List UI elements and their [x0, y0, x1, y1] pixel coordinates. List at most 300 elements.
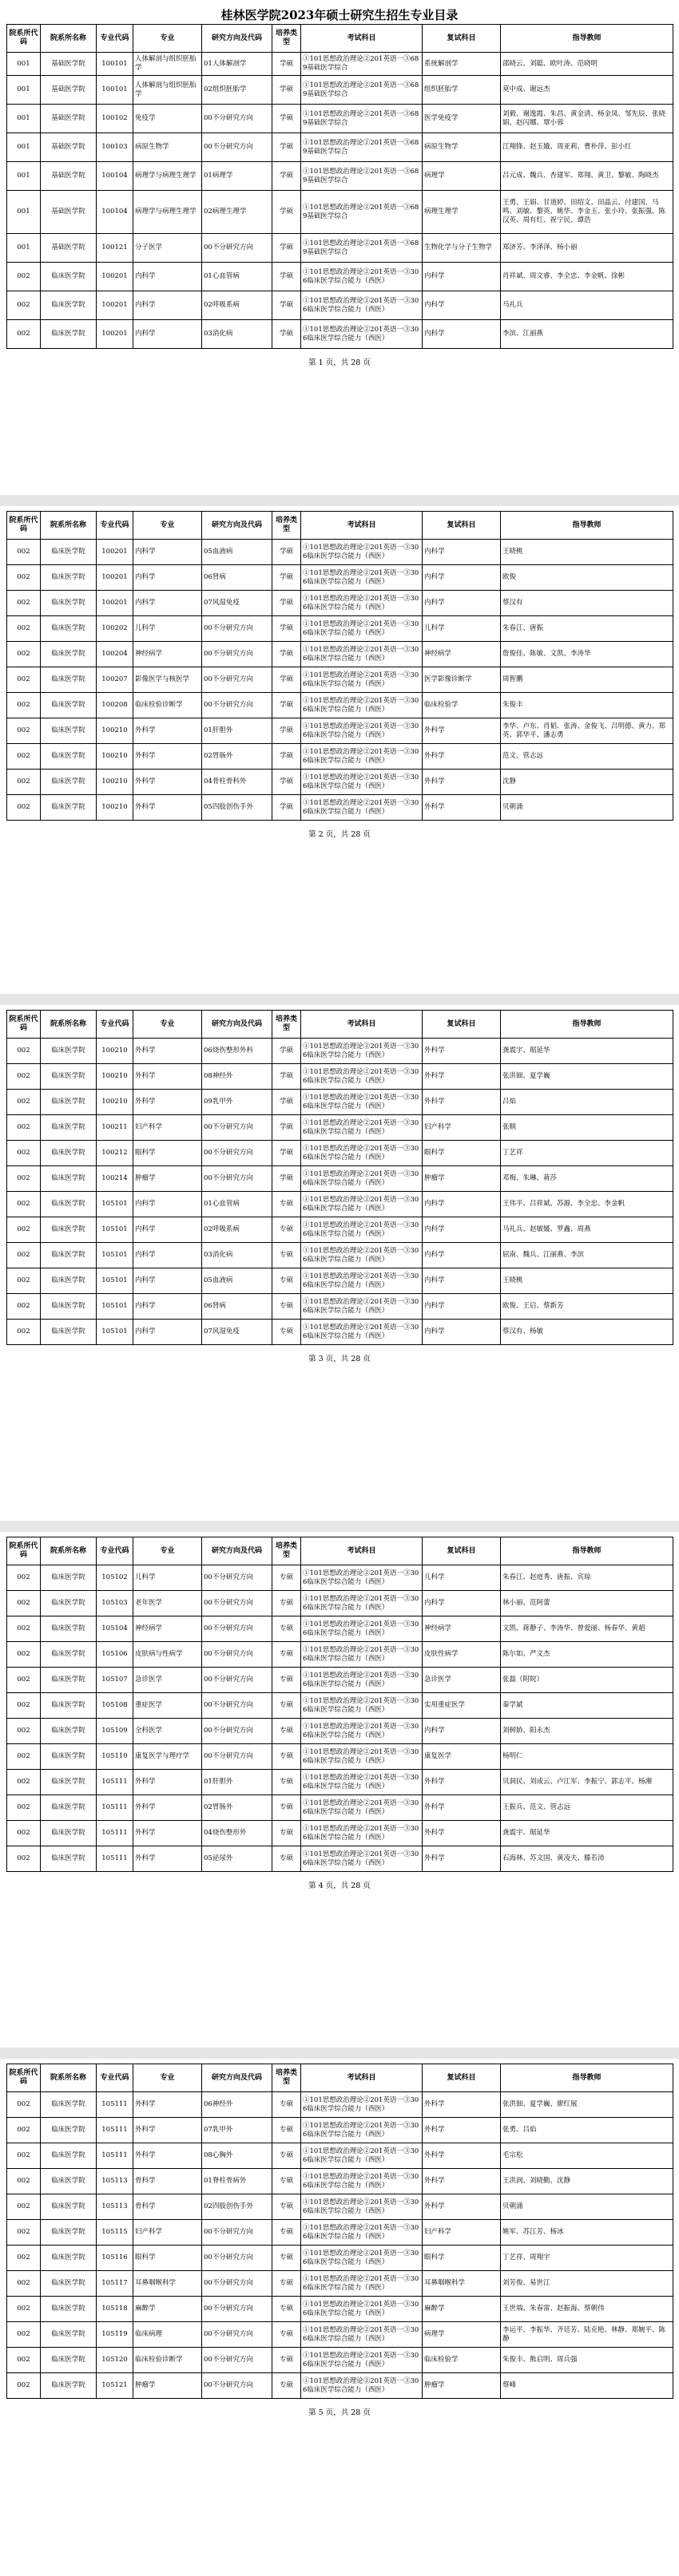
table-cell: 妇产科学 [133, 2220, 202, 2246]
table-cell: 神经病学 [133, 1616, 202, 1642]
column-header: 考试科目 [301, 2064, 423, 2092]
table-cell: 临床医学院 [41, 1719, 97, 1744]
table-cell: 100210 [97, 744, 133, 770]
table-cell: ①101思想政治理论②201英语一③306临床医学综合能力（西医） [301, 744, 423, 770]
column-header: 院系所代码 [7, 25, 41, 53]
table-cell: 林小丽、范阿蕾 [501, 1591, 673, 1616]
table-cell: 学硕 [272, 105, 301, 133]
table-cell: 01心血管病 [202, 263, 272, 291]
table-cell: 03消化病 [202, 320, 272, 349]
table-row [7, 76, 673, 105]
table-cell: 002 [7, 1642, 41, 1668]
table-cell: ①101思想政治理论②201英语一③306临床医学综合能力（西医） [301, 263, 423, 291]
table-cell: 02组织胚胎学 [202, 76, 272, 105]
table-cell: 002 [7, 2143, 41, 2169]
table-cell: 临床医学院 [41, 263, 97, 291]
table-cell: 002 [7, 1565, 41, 1591]
table-cell: 00不分研究方向 [202, 2297, 272, 2322]
table-cell: ①101思想政治理论②201英语一③306临床医学综合能力（西医） [301, 642, 423, 667]
table-cell: 内科学 [133, 1294, 202, 1320]
table-cell: 学硕 [272, 133, 301, 162]
table-cell: 蔡汉有 [501, 591, 673, 616]
table-row [7, 2169, 673, 2194]
table-row [7, 1821, 673, 1846]
table-row [7, 591, 673, 616]
table-cell: 姚军、苏江芳、杨冰 [501, 2220, 673, 2246]
table-cell: 内科学 [423, 1243, 501, 1268]
table-cell: 外科学 [423, 1770, 501, 1795]
table-cell: 临床医学院 [41, 1064, 97, 1090]
table-row [7, 234, 673, 263]
table-cell: 贝朝涌 [501, 2194, 673, 2220]
table-row [7, 1090, 673, 1115]
table-cell: 专硕 [272, 1294, 301, 1320]
table-cell: 临床医学院 [41, 1090, 97, 1115]
table-cell: 001 [7, 234, 41, 263]
table-cell: 02胃肠外 [202, 1795, 272, 1821]
table-cell: 00不分研究方向 [202, 1616, 272, 1642]
table-cell: 专硕 [272, 1591, 301, 1616]
table-row [7, 1668, 673, 1693]
table-cell: 病理学与病理生理学 [133, 162, 202, 191]
table-cell: 100201 [97, 591, 133, 616]
table-row [7, 2271, 673, 2297]
table-cell: 内科学 [133, 1320, 202, 1345]
column-header: 考试科目 [301, 1011, 423, 1039]
table-row [7, 191, 673, 234]
table-cell: 002 [7, 2297, 41, 2322]
table-cell: 张勇、吕焰 [501, 2118, 673, 2143]
table-cell: 老年医学 [133, 1591, 202, 1616]
table-cell: 周智鹏 [501, 667, 673, 693]
table-cell: 002 [7, 1744, 41, 1770]
table-cell: ①101思想政治理论②201英语一③306临床医学综合能力（西医） [301, 2118, 423, 2143]
table-row [7, 320, 673, 349]
table-cell: 内科学 [133, 1243, 202, 1268]
table-cell: 内科学 [133, 540, 202, 565]
column-header: 考试科目 [301, 512, 423, 540]
table-row [7, 291, 673, 320]
table-cell: 002 [7, 2118, 41, 2143]
table-cell: 001 [7, 105, 41, 133]
table-cell: ①101思想政治理论②201英语一③306临床医学综合能力（西医） [301, 1693, 423, 1719]
table-cell: 张洪钿、夏学巍、廖红展 [501, 2092, 673, 2118]
table-cell: 002 [7, 1141, 41, 1166]
table-cell: 外科学 [423, 1821, 501, 1846]
table-cell: 外科学 [133, 2143, 202, 2169]
catalog-page [6, 1537, 673, 1890]
table-cell: 临床医学院 [41, 1565, 97, 1591]
table-cell: 杨明仁 [501, 1744, 673, 1770]
table-cell: 学硕 [272, 591, 301, 616]
table-cell: 02四肢创伤手外 [202, 2194, 272, 2220]
table-cell: 105111 [97, 1821, 133, 1846]
table-cell: 专硕 [272, 1668, 301, 1693]
column-header: 院系所名称 [41, 1011, 97, 1039]
table-cell: 张洪钿、夏学巍 [501, 1064, 673, 1090]
program-table [6, 1537, 673, 1872]
table-cell: 重症医学 [133, 1693, 202, 1719]
table-cell: 105115 [97, 2220, 133, 2246]
table-cell: 内科学 [133, 1217, 202, 1243]
table-cell: 105111 [97, 2143, 133, 2169]
table-row [7, 1693, 673, 1719]
table-cell: 朱春江、赵庭秀、唐振、宾琼 [501, 1565, 673, 1591]
table-cell: 临床医学院 [41, 1744, 97, 1770]
table-cell: 专硕 [272, 1192, 301, 1217]
table-cell: ①101思想政治理论②201英语一③689基础医学综合 [301, 191, 423, 234]
table-cell: 002 [7, 1217, 41, 1243]
table-cell: 002 [7, 2373, 41, 2399]
table-cell: 002 [7, 2322, 41, 2348]
table-row [7, 2373, 673, 2399]
table-cell: 002 [7, 1668, 41, 1693]
table-cell: 专硕 [272, 2373, 301, 2399]
table-cell: 临床医学院 [41, 616, 97, 642]
table-cell: 专硕 [272, 1616, 301, 1642]
table-cell: ①101思想政治理论②201英语一③306临床医学综合能力（西医） [301, 2143, 423, 2169]
table-cell: 100201 [97, 263, 133, 291]
table-cell: 内科学 [423, 1719, 501, 1744]
table-cell: 医学影像诊断学 [423, 667, 501, 693]
table-cell: 专硕 [272, 1243, 301, 1268]
column-header: 院系所名称 [41, 1537, 97, 1565]
table-cell: 蔡汉有、杨敏 [501, 1320, 673, 1345]
column-header: 专业 [133, 2064, 202, 2092]
table-cell: 100101 [97, 53, 133, 76]
table-row [7, 2220, 673, 2246]
column-header: 指导教师 [501, 2064, 673, 2092]
table-cell: 105107 [97, 1668, 133, 1693]
table-cell: 05四肢创伤手外 [202, 795, 272, 821]
table-cell: 临床医学院 [41, 1616, 97, 1642]
table-cell: ①101思想政治理论②201英语一③306临床医学综合能力（西医） [301, 667, 423, 693]
table-cell: 002 [7, 1294, 41, 1320]
table-cell: ①101思想政治理论②201英语一③306临床医学综合能力（西医） [301, 1744, 423, 1770]
table-cell: 内科学 [423, 1320, 501, 1345]
table-cell: 肿瘤学 [423, 1166, 501, 1192]
table-cell: 002 [7, 2092, 41, 2118]
table-row [7, 263, 673, 291]
table-header-row [7, 25, 673, 53]
page-footer: 第 2 页，共 28 页 [308, 830, 371, 839]
table-row [7, 1642, 673, 1668]
table-cell: ①101思想政治理论②201英语一③306临床医学综合能力（西医） [301, 1039, 423, 1064]
table-cell: 丁艺祥、周翔宇 [501, 2246, 673, 2271]
table-cell: 儿科学 [133, 616, 202, 642]
table-cell: 朱俊丰 [501, 693, 673, 718]
table-cell: 00不分研究方向 [202, 234, 272, 263]
table-cell: 陈尔如、严文杰 [501, 1642, 673, 1668]
table-row [7, 2092, 673, 2118]
table-cell: ①101思想政治理论②201英语一③306临床医学综合能力（西医） [301, 2194, 423, 2220]
table-cell: 外科学 [133, 1795, 202, 1821]
table-cell: 临床医学院 [41, 795, 97, 821]
table-cell: ①101思想政治理论②201英语一③306临床医学综合能力（西医） [301, 2169, 423, 2194]
table-cell: 00不分研究方向 [202, 1693, 272, 1719]
table-cell: 105102 [97, 1565, 133, 1591]
table-cell: 学硕 [272, 1166, 301, 1192]
table-cell: 临床医学院 [41, 2143, 97, 2169]
table-cell: 文凯、蒋静子、李涛华、曾爱丽、杨春华、黄超 [501, 1616, 673, 1642]
table-cell: 01肝胆外 [202, 1770, 272, 1795]
table-cell: 学硕 [272, 642, 301, 667]
table-cell: 临床医学院 [41, 1192, 97, 1217]
table-cell: 医学免疫学 [423, 105, 501, 133]
table-cell: 105101 [97, 1192, 133, 1217]
table-cell: 学硕 [272, 1090, 301, 1115]
table-cell: 01肝胆外 [202, 718, 272, 744]
table-cell: 07风湿免疫 [202, 1320, 272, 1345]
table-cell: 临床检验诊断学 [133, 693, 202, 718]
table-cell: 外科学 [423, 2118, 501, 2143]
table-cell: 临床医学院 [41, 320, 97, 349]
table-cell: 100103 [97, 133, 133, 162]
table-cell: 基础医学院 [41, 162, 97, 191]
table-cell: 外科学 [423, 795, 501, 821]
table-row [7, 1719, 673, 1744]
table-row [7, 770, 673, 795]
table-row [7, 1039, 673, 1064]
table-cell: 内科学 [133, 291, 202, 320]
table-cell: 眼科学 [133, 2246, 202, 2271]
table-cell: 李滨、江丽燕 [501, 320, 673, 349]
table-cell: ①101思想政治理论②201英语一③306临床医学综合能力（西医） [301, 1719, 423, 1744]
table-cell: 马礼兵 [501, 291, 673, 320]
table-row [7, 1141, 673, 1166]
table-cell: 外科学 [133, 2118, 202, 2143]
table-cell: 105109 [97, 1719, 133, 1744]
table-cell: ①101思想政治理论②201英语一③306临床医学综合能力（西医） [301, 693, 423, 718]
table-cell: ①101思想政治理论②201英语一③306临床医学综合能力（西医） [301, 291, 423, 320]
table-cell: 妇产科学 [133, 1115, 202, 1141]
table-cell: ①101思想政治理论②201英语一③306临床医学综合能力（西医） [301, 1192, 423, 1217]
table-cell: ①101思想政治理论②201英语一③306临床医学综合能力（西医） [301, 795, 423, 821]
table-cell: ①101思想政治理论②201英语一③306临床医学综合能力（西医） [301, 320, 423, 349]
table-cell: 105111 [97, 2092, 133, 2118]
column-header: 专业 [133, 25, 202, 53]
table-cell: 专硕 [272, 1719, 301, 1744]
table-cell: 贝洞民、刘成云、卢江军、李振宁、郭志平、杨湘 [501, 1770, 673, 1795]
table-cell: 专硕 [272, 2271, 301, 2297]
column-header: 考试科目 [301, 1537, 423, 1565]
table-cell: 毛宗松 [501, 2143, 673, 2169]
column-header: 考试科目 [301, 25, 423, 53]
table-cell: ①101思想政治理论②201英语一③306临床医学综合能力（西医） [301, 1821, 423, 1846]
table-cell: 王晓桃 [501, 1268, 673, 1294]
table-cell: 06烧伤整形外科 [202, 1039, 272, 1064]
table-cell: ①101思想政治理论②201英语一③306临床医学综合能力（西医） [301, 2092, 423, 2118]
table-cell: 00不分研究方向 [202, 1744, 272, 1770]
table-cell: 08心胸外 [202, 2143, 272, 2169]
table-cell: 马礼兵、赵敏媛、罗鑫、周燕 [501, 1217, 673, 1243]
column-header: 专业代码 [97, 1011, 133, 1039]
table-cell: 002 [7, 1770, 41, 1795]
table-cell: 分子医学 [133, 234, 202, 263]
table-cell: 专硕 [272, 1320, 301, 1345]
table-cell: 002 [7, 540, 41, 565]
table-cell: 骨科学 [133, 2194, 202, 2220]
table-cell: 100210 [97, 1039, 133, 1064]
table-row [7, 1115, 673, 1141]
table-cell: 临床医学院 [41, 2092, 97, 2118]
page-footer: 第 3 页，共 28 页 [308, 1355, 371, 1363]
table-cell: 100210 [97, 795, 133, 821]
table-cell: 儿科学 [423, 1565, 501, 1591]
table-cell: 00不分研究方向 [202, 2246, 272, 2271]
column-header: 复试科目 [423, 2064, 501, 2092]
table-cell: 病原生物学 [423, 133, 501, 162]
table-cell: 002 [7, 1719, 41, 1744]
table-cell: 临床医学院 [41, 1668, 97, 1693]
table-cell: 内科学 [423, 320, 501, 349]
table-cell: 肿瘤学 [133, 1166, 202, 1192]
column-header: 专业代码 [97, 512, 133, 540]
table-cell: 系统解剖学 [423, 53, 501, 76]
table-cell: ①101思想政治理论②201英语一③689基础医学综合 [301, 162, 423, 191]
table-cell: 外科学 [423, 1846, 501, 1872]
table-cell: ①101思想政治理论②201英语一③306临床医学综合能力（西医） [301, 1770, 423, 1795]
table-cell: 临床医学院 [41, 770, 97, 795]
column-header: 复试科目 [423, 1011, 501, 1039]
table-cell: 外科学 [423, 1064, 501, 1090]
table-cell: 专硕 [272, 2092, 301, 2118]
table-cell: 01病理学 [202, 162, 272, 191]
table-cell: 100210 [97, 1090, 133, 1115]
table-row [7, 1591, 673, 1616]
table-cell: 00不分研究方向 [202, 616, 272, 642]
table-cell: 内科学 [133, 320, 202, 349]
table-cell: 105113 [97, 2194, 133, 2220]
table-cell: 蔡峰 [501, 2373, 673, 2399]
table-row [7, 2143, 673, 2169]
table-cell: 002 [7, 1039, 41, 1064]
table-cell: 002 [7, 1616, 41, 1642]
table-cell: 病原生物学 [133, 133, 202, 162]
table-cell: 105119 [97, 2322, 133, 2348]
table-cell: ①101思想政治理论②201英语一③306临床医学综合能力（西医） [301, 1217, 423, 1243]
table-cell: 人体解剖与组织胚胎学 [133, 53, 202, 76]
table-cell: 刘毅、谢逸霞、朱昌、黄金清、杨金凤、邹先辰、张晓娟、赵闪娜、覃小蓉 [501, 105, 673, 133]
table-cell: 基础医学院 [41, 53, 97, 76]
table-cell: 08神经外 [202, 1064, 272, 1090]
table-cell: 05血液病 [202, 540, 272, 565]
table-cell: 实用重症医学 [423, 1693, 501, 1719]
table-cell: 100208 [97, 693, 133, 718]
table-cell: 100201 [97, 565, 133, 591]
table-cell: 05血液病 [202, 1268, 272, 1294]
page-footer: 第 5 页，共 28 页 [308, 2408, 371, 2417]
table-cell: 学硕 [272, 1064, 301, 1090]
table-cell: 临床医学院 [41, 1642, 97, 1668]
column-header: 院系所代码 [7, 512, 41, 540]
column-header: 研究方向及代码 [202, 512, 272, 540]
table-cell: 范文、管志远 [501, 744, 673, 770]
table-cell: 临床医学院 [41, 2220, 97, 2246]
table-row [7, 1243, 673, 1268]
table-cell: 内科学 [133, 263, 202, 291]
table-cell: 康复医学 [423, 1744, 501, 1770]
table-cell: 105101 [97, 1320, 133, 1345]
table-cell: 临床医学院 [41, 667, 97, 693]
table-cell: 病理学 [423, 162, 501, 191]
table-cell: 001 [7, 191, 41, 234]
table-cell: 儿科学 [133, 1565, 202, 1591]
table-cell: 邵晓云、刘聪、欧叶涛、范晓明 [501, 53, 673, 76]
table-cell: 肖祥斌、周文睿、李全忠、李金帆、徐彬 [501, 263, 673, 291]
table-cell: ①101思想政治理论②201英语一③689基础医学综合 [301, 53, 423, 76]
table-cell: ①101思想政治理论②201英语一③306临床医学综合能力（西医） [301, 2220, 423, 2246]
table-cell: 00不分研究方向 [202, 2271, 272, 2297]
table-row [7, 540, 673, 565]
table-cell: 临床医学院 [41, 1846, 97, 1872]
table-cell: 沈静 [501, 770, 673, 795]
table-cell: 002 [7, 1795, 41, 1821]
table-cell: 邓梅、朱琳、蒋莎 [501, 1166, 673, 1192]
table-cell: 专硕 [272, 2169, 301, 2194]
table-row [7, 642, 673, 667]
table-row [7, 744, 673, 770]
table-cell: 生物化学与分子生物学 [423, 234, 501, 263]
table-cell: 组织胚胎学 [423, 76, 501, 105]
catalog-page [6, 1010, 673, 1363]
table-cell: 王晓桃 [501, 540, 673, 565]
table-cell: 专硕 [272, 1268, 301, 1294]
table-cell: 002 [7, 1268, 41, 1294]
table-cell: 105111 [97, 1795, 133, 1821]
table-cell: 002 [7, 1115, 41, 1141]
table-row [7, 2118, 673, 2143]
table-cell: 105101 [97, 1294, 133, 1320]
table-cell: 专硕 [272, 2220, 301, 2246]
table-cell: 专硕 [272, 2194, 301, 2220]
table-cell: 02呼吸系病 [202, 1217, 272, 1243]
table-header-row [7, 512, 673, 540]
table-cell: 临床医学院 [41, 1320, 97, 1345]
table-cell: 基础医学院 [41, 234, 97, 263]
column-header: 研究方向及代码 [202, 25, 272, 53]
table-cell: 02胃肠外 [202, 744, 272, 770]
table-cell: 外科学 [133, 1770, 202, 1795]
table-cell: 002 [7, 1693, 41, 1719]
table-cell: 龚震宇、琚延华 [501, 1821, 673, 1846]
table-cell: ①101思想政治理论②201英语一③306临床医学综合能力（西医） [301, 1616, 423, 1642]
column-header: 复试科目 [423, 1537, 501, 1565]
table-cell: 专硕 [272, 1217, 301, 1243]
table-cell: 张磊（附院） [501, 1668, 673, 1693]
table-cell: 王勇、王娟、甘道婷、田绍文、田晶云、付建国、马鸣、刘敏、黎英、姚华、李金玉、张小玲、张振强、陈汉英、周有红、祝宁民、谭浩 [501, 191, 673, 234]
column-header: 指导教师 [501, 1537, 673, 1565]
table-row [7, 1217, 673, 1243]
table-cell: 吕焰 [501, 1090, 673, 1115]
table-cell: 神经病学 [423, 642, 501, 667]
table-cell: 基础医学院 [41, 133, 97, 162]
table-row [7, 1192, 673, 1217]
column-header: 培养类型 [272, 25, 301, 53]
table-cell: 002 [7, 1591, 41, 1616]
table-cell: ①101思想政治理论②201英语一③306临床医学综合能力（西医） [301, 1141, 423, 1166]
table-cell: ①101思想政治理论②201英语一③306临床医学综合能力（西医） [301, 1565, 423, 1591]
table-cell: 秦学斌 [501, 1693, 673, 1719]
table-row [7, 133, 673, 162]
table-cell: 外科学 [423, 2194, 501, 2220]
table-cell: 002 [7, 1064, 41, 1090]
table-cell: 内科学 [423, 1192, 501, 1217]
table-cell: ①101思想政治理论②201英语一③306临床医学综合能力（西医） [301, 1166, 423, 1192]
table-cell: 临床医学院 [41, 1166, 97, 1192]
table-cell: ①101思想政治理论②201英语一③306临床医学综合能力（西医） [301, 2246, 423, 2271]
table-cell: ①101思想政治理论②201英语一③306临床医学综合能力（西医） [301, 565, 423, 591]
